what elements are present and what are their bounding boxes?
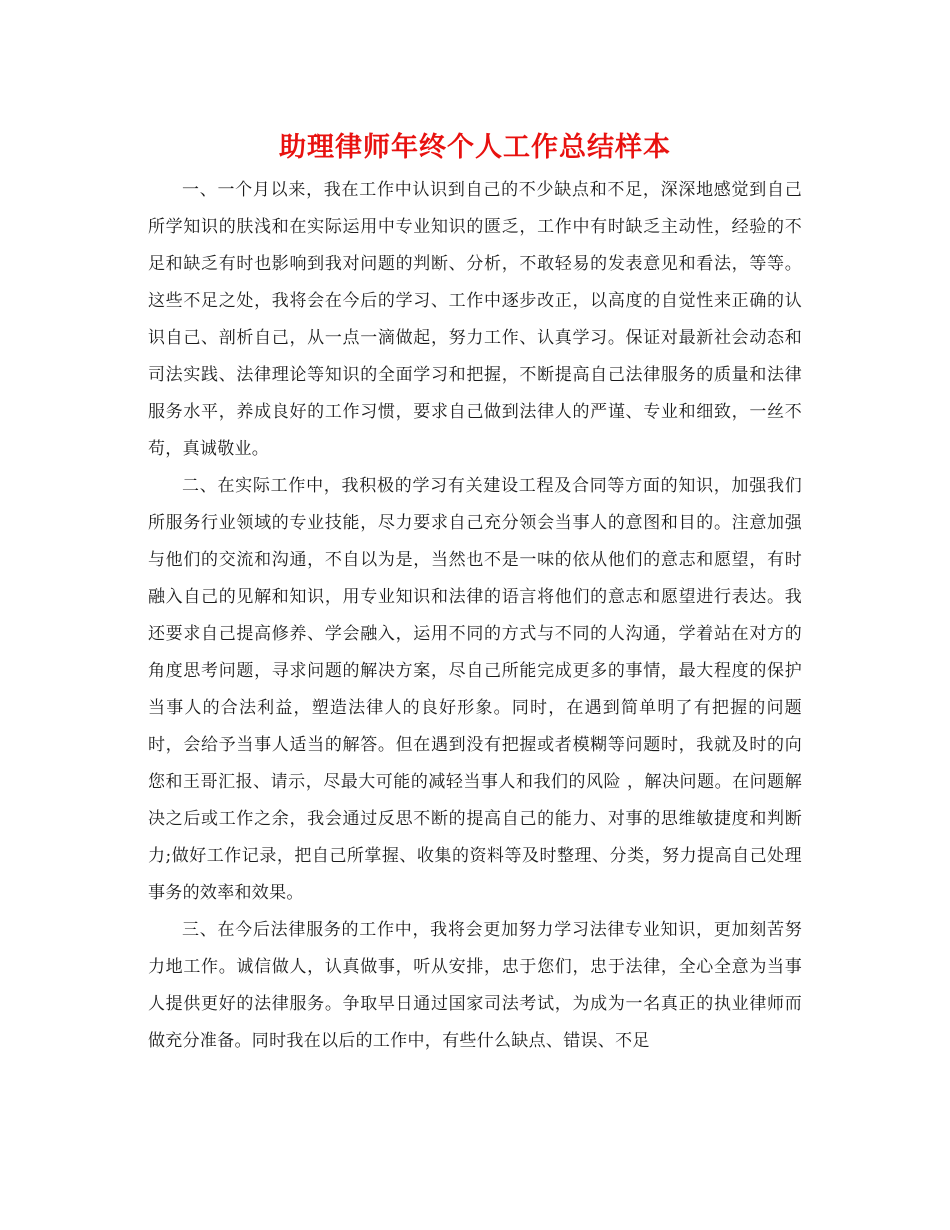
paragraph-2: 二、在实际工作中，我积极的学习有关建设工程及合同等方面的知识，加强我们所服务行业领域的专业技能，尽力要求自己充分领会当事人的意图和目的。注意加强与他们的交流和沟通，不自以为是，当然也不是一味的依从他们的意志和愿望，有时融入自己的见解和知识，用专业知识和法律的语言将他们的意志和愿望进行表达。我还要求自己提高修养、学会融入，运用不同的方式与不同的人沟通，学着站在对方的角度思考问题，寻求问题的解决方案，尽自己所能完成更多的事情，最大程度的保护当事人的合法利益，塑造法律人的良好形象。同时，在遇到简单明了有把握的问题时，会给予当事人适当的解答。但在遇到没有把握或者模糊等问题时，我就及时的向您和王哥汇报、请示，尽最大可能的减轻当事人和我们的风险 ，解决问题。在问题解决之后或工作之余，我会通过反思不断的提高自己的能力、对事的思维敏捷度和判断力;做好工作记录，把自己所掌握、收集的资料等及时整理、分类，努力提高自己处理事务的效率和效果。 — [148, 476, 802, 903]
paragraph-3: 三、在今后法律服务的工作中，我将会更加努力学习法律专业知识，更加刻苦努力地工作。诚信做人，认真做事，听从安排，忠于您们，忠于法律，全心全意为当事人提供更好的法律服务。争取早日通过国家司法考试，为成为一名真正的执业律师而做充分准备。同时我在以后的工作中，有些什么缺点、错误、不足 — [148, 920, 802, 1051]
paragraph-1: 一、一个月以来，我在工作中认识到自己的不少缺点和不足，深深地感觉到自己所学知识的肤浅和在实际运用中专业知识的匮乏，工作中有时缺乏主动性，经验的不足和缺乏有时也影响到我对问题的判断、分析，不敢轻易的发表意见和看法，等等。这些不足之处，我将会在今后的学习、工作中逐步改正，以高度的自觉性来正确的认识自己、剖析自己，从一点一滴做起，努力工作、认真学习。保证对最新社会动态和司法实践、法律理论等知识的全面学习和把握，不断提高自己法律服务的质量和法律服务水平，养成良好的工作习惯，要求自己做到法律人的严谨、专业和细致，一丝不苟，真诚敬业。 — [148, 180, 802, 459]
document-title: 助理律师年终个人工作总结样本 — [279, 132, 671, 163]
document-body — [148, 172, 802, 1060]
